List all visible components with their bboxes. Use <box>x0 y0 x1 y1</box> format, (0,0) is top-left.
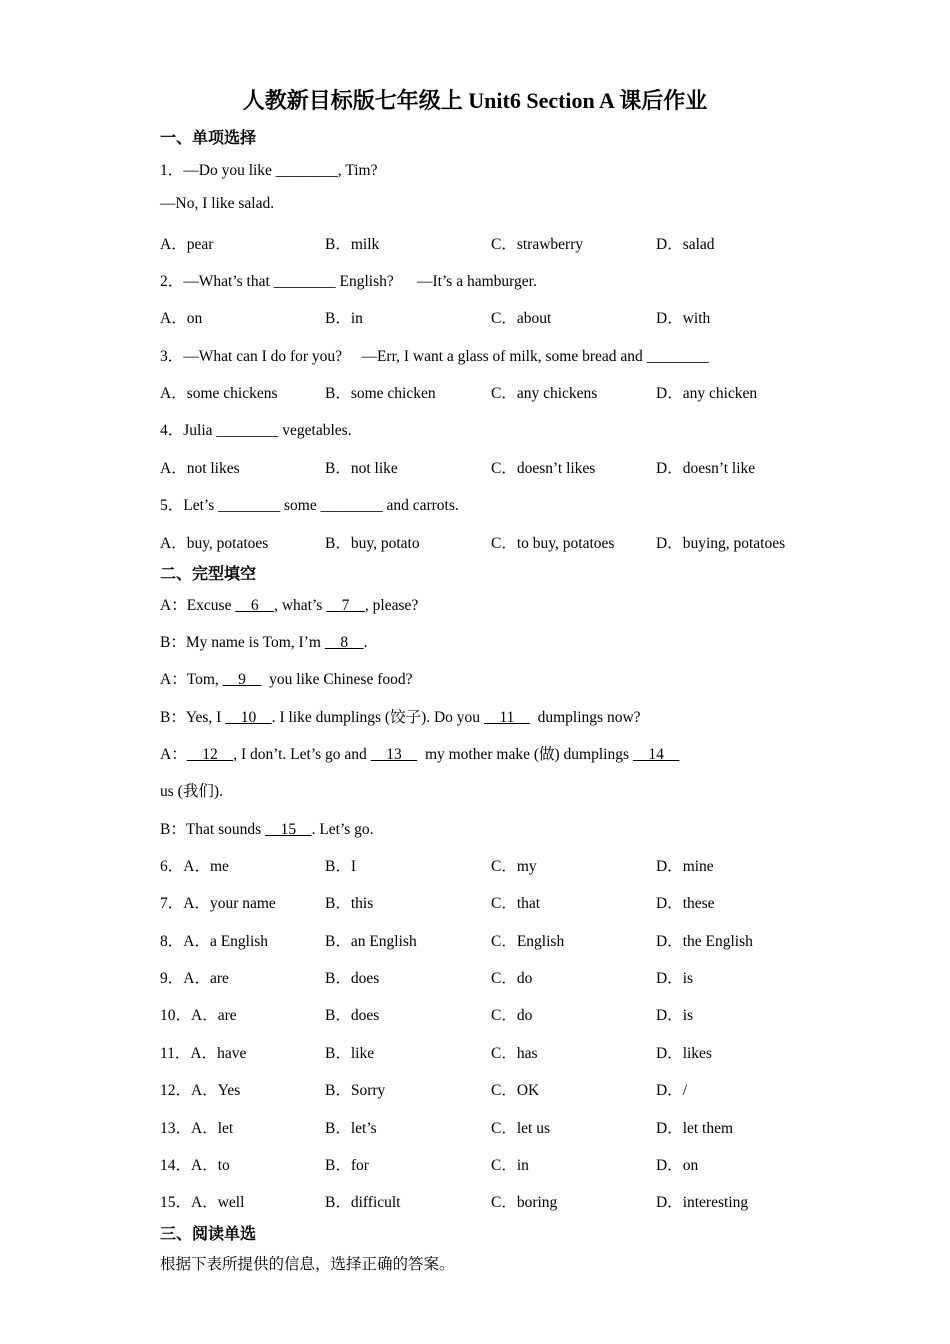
cloze-12-option-a: 12．A．Yes <box>160 1082 241 1099</box>
cloze-9-option-b: B．does <box>325 970 380 987</box>
question-2-option-c: C．about <box>491 310 552 327</box>
question-2-option-b: B．in <box>325 310 363 327</box>
question-4-option-c: C．doesn’t likes <box>491 460 596 477</box>
cloze-blank-6: 6 <box>235 597 275 614</box>
cloze-blank-11: 11 <box>483 709 530 726</box>
question-1-option-c: C．strawberry <box>491 236 584 253</box>
cloze-blank-15: 15 <box>265 821 312 838</box>
question-3-stem: 3．—What can I do for you? —Err, I want a glass of milk, some bread and ________ <box>160 348 709 365</box>
cloze-9-option-a: 9．A．are <box>160 970 229 987</box>
cloze-12-option-b: B．Sorry <box>325 1082 386 1099</box>
question-4-stem: 4．Julia ________ vegetables. <box>160 422 352 439</box>
question-4-option-b: B．not like <box>325 460 398 477</box>
question-5-option-a: A．buy, potatoes <box>160 535 269 552</box>
cloze-7-option-a: 7．A．your name <box>160 895 276 912</box>
cloze-line-4: B：Yes, I 10 . I like dumplings (饺子). Do you 11 dumplings now? <box>160 709 641 726</box>
cloze-blank-12: 12 <box>186 746 234 763</box>
cloze-15-option-d: D．interesting <box>656 1194 749 1211</box>
cloze-11-option-a: 11．A．have <box>160 1045 247 1062</box>
cloze-13-option-d: D．let them <box>656 1120 734 1137</box>
cloze-13-option-b: B．let’s <box>325 1120 377 1137</box>
cloze-15-option-c: C．boring <box>491 1194 558 1211</box>
cloze-line-3: A：Tom, 9 you like Chinese food? <box>160 671 413 688</box>
cloze-11-option-c: C．has <box>491 1045 538 1062</box>
cloze-14-option-d: D．on <box>656 1157 699 1174</box>
cloze-13-option-a: 13．A．let <box>160 1120 234 1137</box>
cloze-9-option-c: C．do <box>491 970 533 987</box>
question-5-option-c: C．to buy, potatoes <box>491 535 615 552</box>
cloze-8-option-b: B．an English <box>325 933 417 950</box>
cloze-line-2: B：My name is Tom, I’m 8 . <box>160 634 368 651</box>
cloze-6-option-b: B．I <box>325 858 357 875</box>
question-4-option-a: A．not likes <box>160 460 240 477</box>
question-4-option-d: D．doesn’t like <box>656 460 756 477</box>
cloze-13-option-c: C．let us <box>491 1120 550 1137</box>
question-1-option-a: A．pear <box>160 236 214 253</box>
reading-instructions: 根据下表所提供的信息，选择正确的答案。 <box>160 1256 455 1273</box>
cloze-8-option-d: D．the English <box>656 933 753 950</box>
cloze-11-option-d: D．likes <box>656 1045 712 1062</box>
cloze-blank-9: 9 <box>222 671 262 688</box>
cloze-8-option-c: C．English <box>491 933 565 950</box>
cloze-line-1: A：Excuse 6 , what’s 7 , please? <box>160 597 419 614</box>
question-3-option-c: C．any chickens <box>491 385 598 402</box>
cloze-line-5: A： 12 , I don’t. Let’s go and 13 my mother make (做) dumplings 14 <box>160 746 680 763</box>
cloze-12-option-c: C．OK <box>491 1082 540 1099</box>
cloze-12-option-d: D．/ <box>656 1082 688 1099</box>
cloze-11-option-b: B．like <box>325 1045 375 1062</box>
cloze-14-option-b: B．for <box>325 1157 369 1174</box>
question-1-answer-line: —No, I like salad. <box>160 195 275 212</box>
section-heading-single-choice: 一、单项选择 <box>160 130 257 147</box>
cloze-blank-14: 14 <box>632 746 680 763</box>
cloze-9-option-d: D．is <box>656 970 694 987</box>
question-5-stem: 5．Let’s ________ some ________ and carrots. <box>160 497 459 514</box>
question-5-option-b: B．buy, potato <box>325 535 420 552</box>
cloze-15-option-b: B．difficult <box>325 1194 401 1211</box>
cloze-6-option-a: 6．A．me <box>160 858 229 875</box>
cloze-14-option-c: C．in <box>491 1157 529 1174</box>
cloze-blank-10: 10 <box>225 709 272 726</box>
cloze-10-option-d: D．is <box>656 1007 694 1024</box>
cloze-6-option-d: D．mine <box>656 858 714 875</box>
cloze-blank-13: 13 <box>370 746 418 763</box>
question-1-option-b: B．milk <box>325 236 380 253</box>
question-3-option-d: D．any chicken <box>656 385 758 402</box>
cloze-6-option-c: C．my <box>491 858 537 875</box>
question-1-stem: 1．—Do you like ________, Tim? <box>160 162 378 179</box>
question-5-option-d: D．buying, potatoes <box>656 535 786 552</box>
cloze-10-option-c: C．do <box>491 1007 533 1024</box>
document-title: 人教新目标版七年级上 Unit6 Section A 课后作业 <box>242 88 708 113</box>
cloze-14-option-a: 14．A．to <box>160 1157 230 1174</box>
question-2-option-d: D．with <box>656 310 711 327</box>
cloze-blank-7: 7 <box>326 597 365 614</box>
question-2-option-a: A．on <box>160 310 203 327</box>
cloze-line-6: us (我们). <box>160 783 223 800</box>
cloze-7-option-b: B．this <box>325 895 374 912</box>
cloze-line-7: B：That sounds 15 . Let’s go. <box>160 821 374 838</box>
cloze-7-option-d: D．these <box>656 895 715 912</box>
cloze-15-option-a: 15．A．well <box>160 1194 245 1211</box>
cloze-10-option-b: B．does <box>325 1007 380 1024</box>
section-heading-cloze: 二、完型填空 <box>160 566 257 583</box>
cloze-7-option-c: C．that <box>491 895 541 912</box>
cloze-10-option-a: 10．A．are <box>160 1007 237 1024</box>
question-1-option-d: D．salad <box>656 236 715 253</box>
question-2-stem: 2．—What’s that ________ English? —It’s a hamburger. <box>160 273 537 290</box>
section-heading-reading: 三、阅读单选 <box>160 1226 257 1243</box>
cloze-blank-8: 8 <box>324 634 364 651</box>
cloze-8-option-a: 8．A．a English <box>160 933 269 950</box>
question-3-option-b: B．some chicken <box>325 385 436 402</box>
question-3-option-a: A．some chickens <box>160 385 278 402</box>
